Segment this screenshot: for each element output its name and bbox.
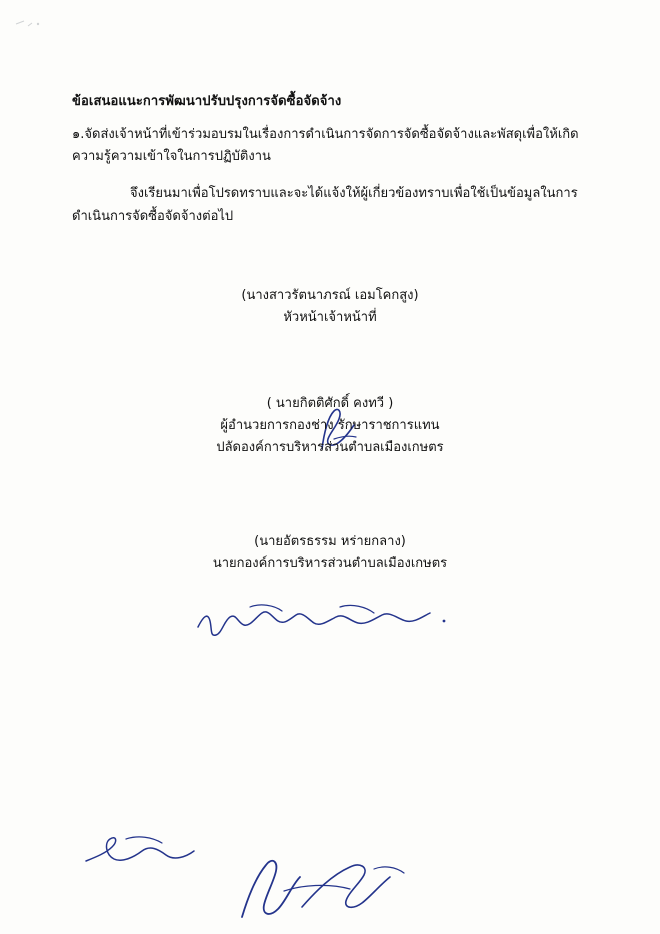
signature-scribble-2-icon xyxy=(82,831,262,881)
signature-name-1: (นางสาวรัตนาภรณ์ เอมโคกสูง) xyxy=(241,287,419,303)
scan-artifact-icon xyxy=(14,18,48,30)
paragraph-recommendation: ๑.จัดส่งเจ้าหน้าที่เข้าร่วมอบรมในเรื่องการดำเนินการจัดการจัดซื้อจัดจ้างและพัสดุเพื่อให้เกิดความรู้ความเข้าใจในการปฏิบัติงาน xyxy=(72,126,579,165)
signature-scribble-3-icon xyxy=(232,851,422,931)
document-content xyxy=(72,92,588,575)
signature-name-2: ( นายกิตติศักดิ์ คงทวี ) xyxy=(266,395,394,411)
signature-position-1a: หัวหน้าเจ้าหน้าที่ xyxy=(283,309,377,325)
paragraph-closing: จึงเรียนมาเพื่อโปรดทราบและจะได้แจ้งให้ผู้เกี่ยวข้องทราบเพื่อใช้เป็นข้อมูลในการดำเนินการจัดซื้อจัดจ้างต่อไป xyxy=(72,186,578,224)
approval-note-scribble-icon xyxy=(190,593,470,653)
signature-position-3a: นายกองค์การบริหารส่วนตำบลเมืองเกษตร xyxy=(212,556,448,572)
page-title: ข้อเสนอแนะการพัฒนาปรับปรุงการจัดซื้อจัดจ้าง xyxy=(72,94,342,109)
signature-position-2b: ปลัดองค์การบริหารส่วนตำบลเมืองเกษตร xyxy=(216,439,444,455)
signature-name-3: (นายอัตรธรรม หร่ายกลาง) xyxy=(254,533,406,549)
signature-block-1 xyxy=(72,285,588,329)
signature-block-2 xyxy=(72,393,588,459)
signature-block-3 xyxy=(72,531,588,575)
signature-position-2a: ผู้อำนวยการกองช่าง รักษาราชการแทน xyxy=(220,417,440,433)
